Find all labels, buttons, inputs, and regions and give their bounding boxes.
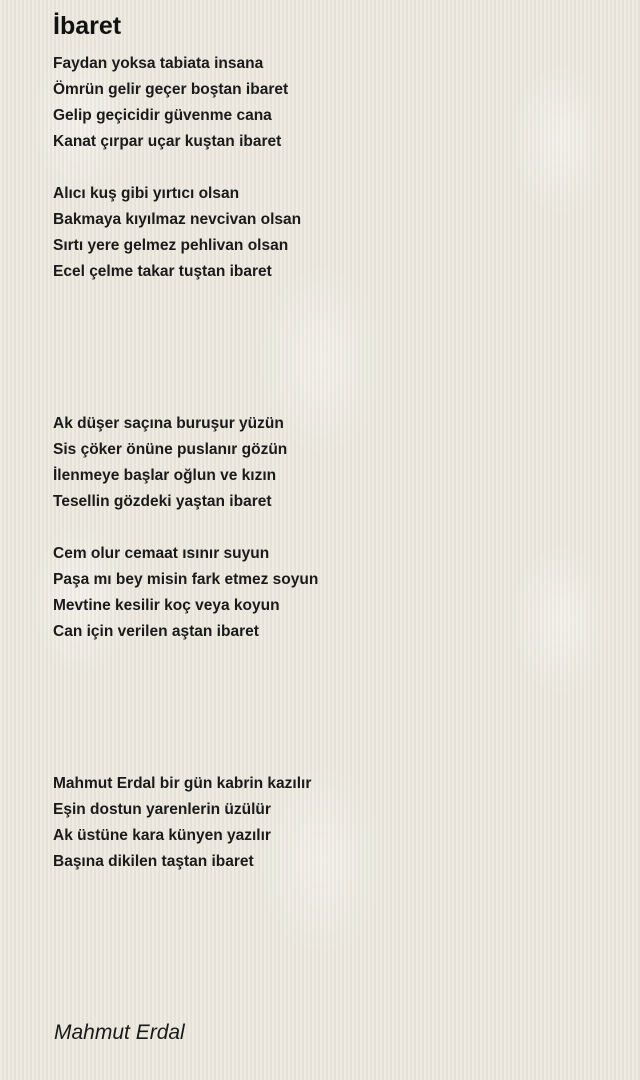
poem-line: Ecel çelme takar tuştan ibaret (53, 263, 272, 280)
poem-line: Paşa mı bey misin fark etmez soyun (53, 571, 319, 588)
poem-line: Sis çöker önüne puslanır gözün (53, 441, 288, 458)
poem-line: Alıcı kuş gibi yırtıcı olsan (53, 185, 240, 202)
poem-line: Can için verilen aştan ibaret (53, 623, 259, 640)
poem-line: Cem olur cemaat ısınır suyun (53, 545, 270, 562)
poem-line: Faydan yoksa tabiata insana (53, 55, 264, 72)
poem-line: Tesellin gözdeki yaştan ibaret (53, 493, 272, 510)
poem-line: İlenmeye başlar oğlun ve kızın (53, 467, 277, 484)
poem-line: Kanat çırpar uçar kuştan ibaret (53, 133, 282, 150)
poem-line: Ömrün gelir geçer boştan ibaret (53, 81, 289, 98)
poem-line: Mahmut Erdal bir gün kabrin kazılır (53, 775, 312, 792)
poem-line: Ak düşer saçına buruşur yüzün (53, 415, 284, 432)
poem-title: İbaret (53, 12, 122, 40)
poem-line: Ak üstüne kara künyen yazılır (53, 827, 271, 844)
poem-line: Mevtine kesilir koç veya koyun (53, 597, 280, 614)
poem-line: Sırtı yere gelmez pehlivan olsan (53, 237, 289, 254)
poem-line: Eşin dostun yarenlerin üzülür (53, 801, 271, 818)
poem-author: Mahmut Erdal (54, 1021, 185, 1044)
poem-line: Gelip geçicidir güvenme cana (53, 107, 272, 124)
poem-line: Başına dikilen taştan ibaret (53, 853, 254, 870)
poem-line: Bakmaya kıyılmaz nevcivan olsan (53, 211, 302, 228)
